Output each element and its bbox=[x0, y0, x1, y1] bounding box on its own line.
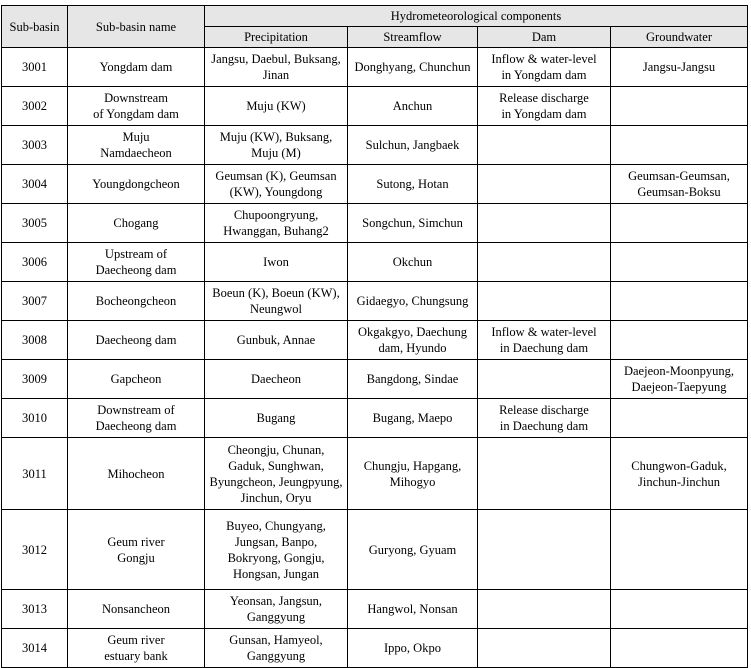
cell-line: Namdaecheon bbox=[100, 146, 172, 160]
cell-dam bbox=[478, 126, 611, 165]
table-body bbox=[2, 48, 748, 668]
cell-line: Release discharge bbox=[499, 91, 589, 105]
cell-precipitation bbox=[205, 399, 348, 438]
cell-sub-basin: 3007 bbox=[2, 282, 68, 321]
cell-precipitation bbox=[205, 48, 348, 87]
cell-precipitation bbox=[205, 87, 348, 126]
cell-line: Boeun (K), Boeun (KW), bbox=[212, 286, 340, 300]
table-row bbox=[2, 48, 748, 87]
cell-line: Ganggyung bbox=[246, 649, 306, 663]
cell-line: Geumsan (K), Geumsan bbox=[215, 169, 337, 183]
cell-line: Geumsan-Boksu bbox=[637, 185, 721, 199]
cell-precipitation bbox=[205, 321, 348, 360]
cell-line: Muju (KW), Buksang, bbox=[219, 130, 333, 144]
cell-line: Hwanggan, Buhang2 bbox=[223, 224, 329, 238]
cell-dam bbox=[478, 438, 611, 510]
cell-line: Release discharge bbox=[499, 403, 589, 417]
cell-streamflow bbox=[348, 165, 478, 204]
cell-line: Bocheongcheon bbox=[95, 294, 177, 308]
cell-line: Jinchun, Oryu bbox=[240, 490, 312, 505]
cell-line: Anchun bbox=[392, 99, 433, 113]
cell-sub-basin: 3004 bbox=[2, 165, 68, 204]
cell-streamflow bbox=[348, 510, 478, 590]
cell-sub-basin-name bbox=[68, 282, 205, 321]
cell-line: Songchun, Simchun bbox=[362, 216, 463, 230]
cell-precipitation bbox=[205, 360, 348, 399]
table-row bbox=[2, 87, 748, 126]
cell-sub-basin-name bbox=[68, 243, 205, 282]
table-row bbox=[2, 360, 748, 399]
cell-line: Hangwol, Nonsan bbox=[367, 602, 458, 616]
cell-precipitation bbox=[205, 629, 348, 668]
cell-line: Muju (M) bbox=[251, 146, 301, 160]
cell-sub-basin: 3009 bbox=[2, 360, 68, 399]
cell-line: Chupoongryung, bbox=[233, 208, 319, 222]
cell-sub-basin: 3008 bbox=[2, 321, 68, 360]
cell-dam bbox=[478, 629, 611, 668]
cell-precipitation bbox=[205, 126, 348, 165]
cell-line: Ganggyung bbox=[246, 610, 306, 624]
cell-streamflow bbox=[348, 590, 478, 629]
cell-line: Gapcheon bbox=[110, 372, 162, 386]
cell-groundwater bbox=[611, 399, 748, 438]
header-precipitation: Precipitation bbox=[205, 27, 348, 48]
cell-groundwater bbox=[611, 126, 748, 165]
cell-line: Muju (KW) bbox=[246, 99, 306, 113]
cell-line: Jungsan, Banpo, bbox=[234, 534, 318, 549]
cell-line: Geum river bbox=[107, 534, 165, 549]
cell-dam bbox=[478, 321, 611, 360]
cell-line: Sutong, Hotan bbox=[376, 177, 449, 191]
cell-line: Chungwon-Gaduk, bbox=[631, 458, 727, 473]
cell-streamflow bbox=[348, 243, 478, 282]
cell-line: Okchun bbox=[392, 255, 433, 269]
cell-line: Gunbuk, Annae bbox=[236, 333, 316, 347]
cell-streamflow bbox=[348, 399, 478, 438]
cell-line: Neungwol bbox=[249, 302, 303, 316]
cell-streamflow bbox=[348, 438, 478, 510]
cell-line: Okgakgyo, Daechung bbox=[358, 325, 467, 339]
cell-line: Buyeo, Chungyang, bbox=[226, 518, 326, 533]
cell-line: in Yongdam dam bbox=[501, 68, 587, 82]
cell-line: Byungcheon, Jeungpyung, bbox=[209, 474, 343, 489]
table-row bbox=[2, 510, 748, 590]
cell-line: Bangdong, Sindae bbox=[366, 372, 459, 386]
cell-precipitation bbox=[205, 590, 348, 629]
cell-line: Daecheon bbox=[251, 372, 301, 386]
cell-sub-basin-name bbox=[68, 629, 205, 668]
cell-streamflow bbox=[348, 126, 478, 165]
cell-sub-basin: 3003 bbox=[2, 126, 68, 165]
cell-sub-basin: 3011 bbox=[2, 438, 68, 510]
cell-line: Mihogyo bbox=[389, 474, 436, 489]
cell-line: Gidaegyo, Chungsung bbox=[356, 294, 469, 308]
cell-line: Yeonsan, Jangsun, bbox=[229, 594, 323, 608]
cell-dam bbox=[478, 590, 611, 629]
cell-groundwater bbox=[611, 243, 748, 282]
cell-precipitation bbox=[205, 204, 348, 243]
cell-dam bbox=[478, 360, 611, 399]
cell-sub-basin-name bbox=[68, 399, 205, 438]
cell-streamflow bbox=[348, 629, 478, 668]
header-group: Hydrometeorological components bbox=[205, 6, 748, 27]
cell-sub-basin-name bbox=[68, 126, 205, 165]
cell-dam bbox=[478, 165, 611, 204]
cell-groundwater bbox=[611, 165, 748, 204]
table-row bbox=[2, 399, 748, 438]
cell-line: Inflow & water-level bbox=[491, 325, 597, 339]
cell-line: Inflow & water-level bbox=[491, 52, 597, 66]
cell-sub-basin-name bbox=[68, 87, 205, 126]
cell-sub-basin-name bbox=[68, 165, 205, 204]
cell-sub-basin-name bbox=[68, 321, 205, 360]
cell-precipitation bbox=[205, 282, 348, 321]
cell-sub-basin-name bbox=[68, 590, 205, 629]
table-row bbox=[2, 165, 748, 204]
cell-line: Chogang bbox=[113, 216, 159, 230]
cell-groundwater bbox=[611, 321, 748, 360]
cell-line: Bugang bbox=[256, 411, 296, 425]
cell-dam bbox=[478, 48, 611, 87]
cell-line: Cheongju, Chunan, bbox=[227, 442, 325, 457]
cell-groundwater bbox=[611, 629, 748, 668]
cell-line: Downstream bbox=[104, 91, 168, 105]
cell-line: Chungju, Hapgang, bbox=[363, 458, 462, 473]
header-dam: Dam bbox=[478, 27, 611, 48]
header-streamflow: Streamflow bbox=[348, 27, 478, 48]
cell-dam bbox=[478, 204, 611, 243]
cell-streamflow bbox=[348, 282, 478, 321]
cell-line: Muju bbox=[122, 130, 150, 144]
cell-sub-basin: 3001 bbox=[2, 48, 68, 87]
cell-line: Daejeon-Taepyung bbox=[631, 380, 727, 394]
table-row bbox=[2, 590, 748, 629]
cell-precipitation bbox=[205, 165, 348, 204]
cell-sub-basin-name bbox=[68, 360, 205, 399]
cell-line: Bokryong, Gongju, bbox=[227, 550, 325, 565]
cell-dam bbox=[478, 282, 611, 321]
cell-sub-basin-name bbox=[68, 438, 205, 510]
cell-groundwater bbox=[611, 48, 748, 87]
cell-sub-basin: 3010 bbox=[2, 399, 68, 438]
cell-line: Bugang, Maepo bbox=[372, 411, 453, 425]
cell-groundwater bbox=[611, 87, 748, 126]
cell-dam bbox=[478, 87, 611, 126]
cell-streamflow bbox=[348, 204, 478, 243]
cell-line: Jangsu, Daebul, Buksang, bbox=[211, 52, 341, 66]
cell-sub-basin-name bbox=[68, 204, 205, 243]
cell-line: Daecheong dam bbox=[95, 263, 177, 277]
cell-line: Guryong, Gyuam bbox=[368, 542, 457, 557]
cell-groundwater bbox=[611, 590, 748, 629]
cell-streamflow bbox=[348, 360, 478, 399]
cell-line: Mihocheon bbox=[107, 466, 165, 481]
cell-line: Geumsan-Geumsan, bbox=[628, 169, 730, 183]
cell-line: Jinchun-Jinchun bbox=[638, 474, 720, 489]
cell-line: Nonsancheon bbox=[101, 602, 171, 616]
cell-line: of Yongdam dam bbox=[93, 107, 179, 121]
table-row bbox=[2, 126, 748, 165]
cell-line: Geum river bbox=[107, 633, 165, 647]
cell-line: Gongju bbox=[117, 550, 155, 565]
table-row bbox=[2, 282, 748, 321]
cell-line: Daecheong dam bbox=[95, 333, 177, 347]
cell-line: Upstream of bbox=[104, 247, 168, 261]
header-groundwater: Groundwater bbox=[611, 27, 748, 48]
cell-line: (KW), Youngdong bbox=[229, 185, 323, 199]
cell-streamflow bbox=[348, 321, 478, 360]
cell-sub-basin: 3012 bbox=[2, 510, 68, 590]
cell-groundwater bbox=[611, 204, 748, 243]
cell-line: Downstream of bbox=[97, 403, 175, 417]
cell-line: Ippo, Okpo bbox=[384, 641, 441, 655]
cell-groundwater bbox=[611, 360, 748, 399]
cell-sub-basin: 3002 bbox=[2, 87, 68, 126]
header-sub-basin-name: Sub-basin name bbox=[68, 6, 205, 48]
table-row bbox=[2, 243, 748, 282]
cell-precipitation bbox=[205, 510, 348, 590]
table-row bbox=[2, 629, 748, 668]
cell-sub-basin-name bbox=[68, 510, 205, 590]
cell-dam bbox=[478, 510, 611, 590]
cell-line: Daejeon-Moonpyung, bbox=[623, 364, 735, 378]
header-sub-basin: Sub-basin bbox=[2, 6, 68, 48]
cell-precipitation bbox=[205, 243, 348, 282]
cell-line: Hongsan, Jungan bbox=[232, 566, 320, 581]
cell-line: Youngdongcheon bbox=[92, 177, 180, 191]
cell-line: in Yongdam dam bbox=[501, 107, 587, 121]
hydrometeorological-table bbox=[1, 5, 748, 668]
cell-sub-basin: 3006 bbox=[2, 243, 68, 282]
cell-line: Yongdam dam bbox=[99, 60, 173, 74]
cell-groundwater bbox=[611, 282, 748, 321]
cell-streamflow bbox=[348, 87, 478, 126]
cell-line: Jangsu-Jangsu bbox=[642, 60, 716, 74]
cell-line: Donghyang, Chunchun bbox=[354, 60, 471, 74]
cell-groundwater bbox=[611, 438, 748, 510]
cell-dam bbox=[478, 243, 611, 282]
table-row bbox=[2, 438, 748, 510]
cell-sub-basin-name bbox=[68, 48, 205, 87]
cell-groundwater bbox=[611, 510, 748, 590]
cell-line: in Daechung dam bbox=[499, 341, 589, 355]
cell-line: Iwon bbox=[263, 255, 289, 269]
cell-sub-basin: 3013 bbox=[2, 590, 68, 629]
cell-line: Gunsan, Hamyeol, bbox=[229, 633, 323, 647]
table-row bbox=[2, 321, 748, 360]
cell-line: dam, Hyundo bbox=[378, 341, 447, 355]
cell-line: Jinan bbox=[262, 68, 290, 82]
cell-line: Gaduk, Sunghwan, bbox=[228, 458, 324, 473]
cell-sub-basin: 3014 bbox=[2, 629, 68, 668]
cell-line: Daecheong dam bbox=[95, 419, 177, 433]
cell-dam bbox=[478, 399, 611, 438]
cell-precipitation bbox=[205, 438, 348, 510]
cell-line: in Daechung dam bbox=[499, 419, 589, 433]
cell-sub-basin: 3005 bbox=[2, 204, 68, 243]
cell-streamflow bbox=[348, 48, 478, 87]
cell-line: estuary bank bbox=[104, 649, 168, 663]
table-row bbox=[2, 204, 748, 243]
cell-line: Sulchun, Jangbaek bbox=[365, 138, 460, 152]
